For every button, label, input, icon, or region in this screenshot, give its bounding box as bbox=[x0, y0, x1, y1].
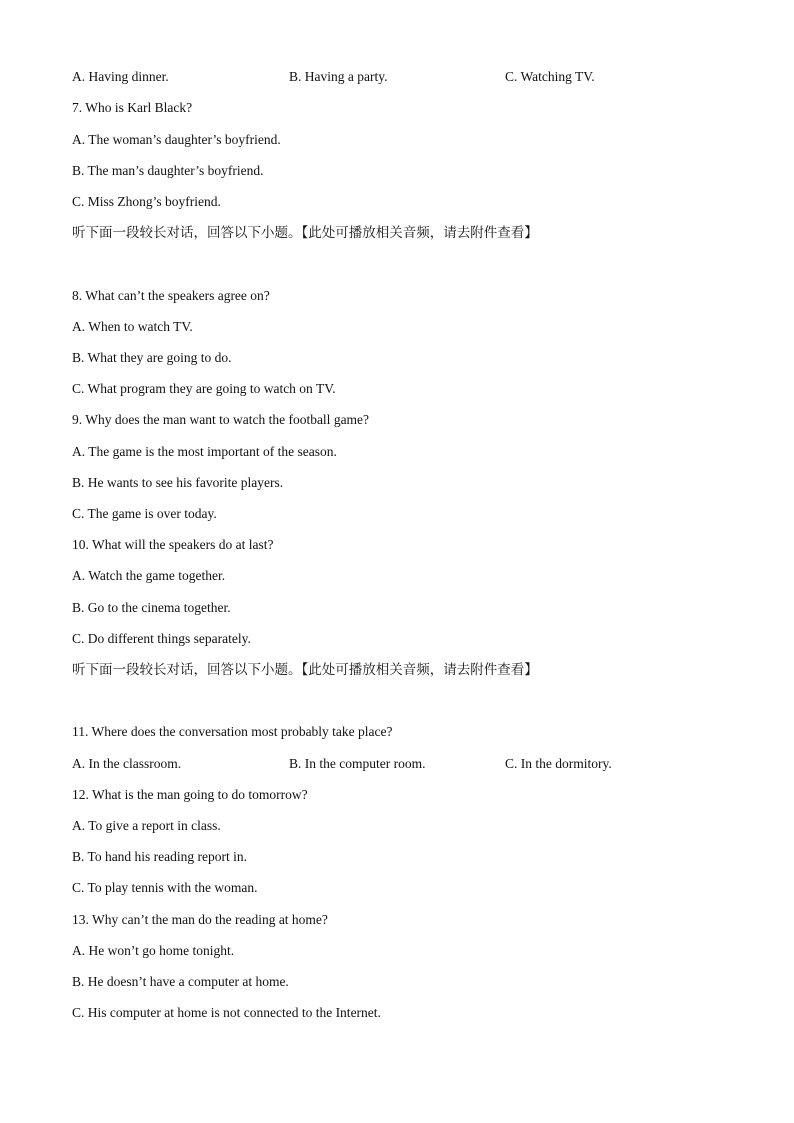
listening-instruction: 听下面一段较长对话，回答以下小题。【此处可播放相关音频，请去附件查看】 bbox=[72, 225, 538, 241]
q12-option-b: B. To hand his reading report in. bbox=[72, 849, 248, 864]
q11-option-b: B. In the computer room. bbox=[289, 756, 426, 771]
q9-option-a: A. The game is the most important of the season. bbox=[72, 444, 337, 459]
q10-option-a: A. Watch the game together. bbox=[72, 568, 226, 583]
q13-option-c: C. His computer at home is not connected to the Internet. bbox=[72, 1005, 381, 1020]
question-10: 10. What will the speakers do at last? bbox=[72, 537, 274, 552]
q7-option-a: A. The woman’s daughter’s boyfriend. bbox=[72, 132, 281, 147]
q11-option-c: C. In the dormitory. bbox=[505, 756, 612, 771]
q7-option-c: C. Miss Zhong’s boyfriend. bbox=[72, 194, 221, 209]
question-7: 7. Who is Karl Black? bbox=[72, 100, 193, 115]
q8-option-a: A. When to watch TV. bbox=[72, 319, 193, 334]
question-9: 9. Why does the man want to watch the football game? bbox=[72, 412, 370, 427]
q13-option-a: A. He won’t go home tonight. bbox=[72, 943, 235, 958]
option-b: B. Having a party. bbox=[289, 69, 388, 84]
option-c: C. Watching TV. bbox=[505, 69, 595, 84]
question-8: 8. What can’t the speakers agree on? bbox=[72, 288, 270, 303]
question-11: 11. Where does the conversation most probably take place? bbox=[72, 724, 393, 739]
q11-option-a: A. In the classroom. bbox=[72, 756, 182, 771]
option-a: A. Having dinner. bbox=[72, 69, 169, 84]
q12-option-a: A. To give a report in class. bbox=[72, 818, 221, 833]
q13-option-b: B. He doesn’t have a computer at home. bbox=[72, 974, 289, 989]
q8-option-b: B. What they are going to do. bbox=[72, 350, 232, 365]
q7-option-b: B. The man’s daughter’s boyfriend. bbox=[72, 163, 264, 178]
q12-option-c: C. To play tennis with the woman. bbox=[72, 880, 258, 895]
question-12: 12. What is the man going to do tomorrow? bbox=[72, 787, 308, 802]
q9-option-c: C. The game is over today. bbox=[72, 506, 217, 521]
q9-option-b: B. He wants to see his favorite players. bbox=[72, 475, 284, 490]
question-13: 13. Why can’t the man do the reading at home? bbox=[72, 912, 328, 927]
q10-option-b: B. Go to the cinema together. bbox=[72, 600, 231, 615]
listening-instruction: 听下面一段较长对话，回答以下小题。【此处可播放相关音频，请去附件查看】 bbox=[72, 662, 538, 678]
q10-option-c: C. Do different things separately. bbox=[72, 631, 251, 646]
q8-option-c: C. What program they are going to watch on TV. bbox=[72, 381, 336, 396]
